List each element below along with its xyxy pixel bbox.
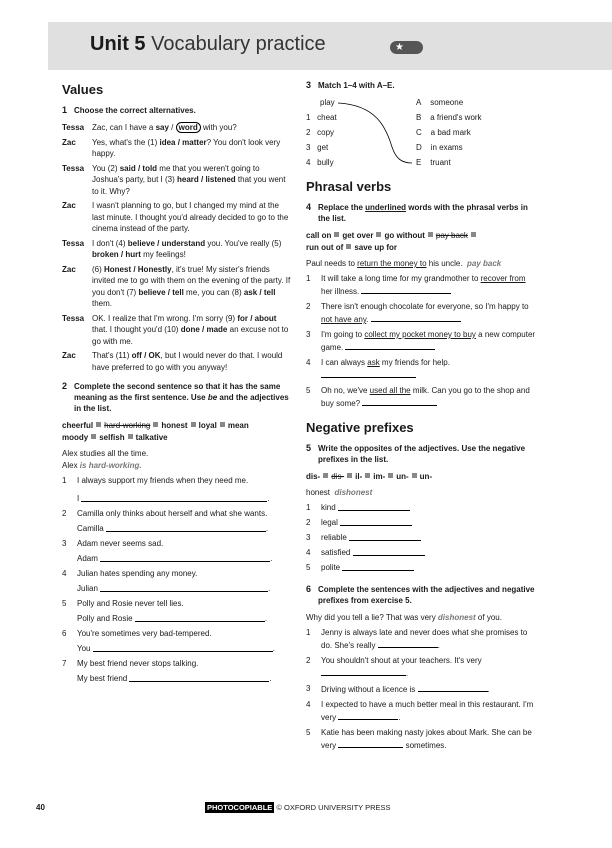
item-number: 4 <box>306 700 311 709</box>
answer-blank[interactable] <box>345 341 435 350</box>
item-text: in exams <box>430 143 463 152</box>
item-number: 1 <box>306 113 311 122</box>
match-left-example: play <box>320 98 335 107</box>
item-letter: E <box>416 158 422 167</box>
match-left-item <box>306 142 328 154</box>
match-right-item <box>416 97 463 109</box>
text: a new computer game. <box>321 330 536 352</box>
underlined-text: collect my pocket money to buy <box>364 330 476 339</box>
exercise-number: 2 <box>62 381 68 391</box>
text: . <box>406 669 409 678</box>
answer-blank[interactable] <box>321 369 416 378</box>
list-item <box>62 658 292 670</box>
answer-blank[interactable] <box>340 517 412 526</box>
item-number: 1 <box>62 476 67 485</box>
text: Paul needs to <box>306 259 358 268</box>
prefix: un- <box>396 472 409 481</box>
prefix: il- <box>355 472 363 481</box>
item-text: kind <box>321 503 336 512</box>
item-number: 4 <box>306 548 311 557</box>
section-heading-values: Values <box>62 82 104 97</box>
circled-answer: word <box>176 122 201 133</box>
underlined-text: recover from <box>480 274 526 283</box>
text: her illness. <box>321 287 360 296</box>
underlined-text: not have any <box>321 315 367 324</box>
text: . <box>398 713 401 722</box>
line-start: Adam <box>77 554 98 563</box>
exercise-instruction: Match 1–4 with A–E. <box>318 81 395 90</box>
dialogue-line: Zac (6) Honest / Honestly, it's true! My sister's friends invited me to go with them on the evening of the party. If you don't (7) believe / tell me, you can (8) ask / tell them. <box>62 264 291 308</box>
example-answer: dishonest <box>437 613 476 622</box>
text: . <box>487 685 490 694</box>
item-number: 6 <box>62 629 67 638</box>
item-number: 4 <box>62 569 67 578</box>
answer-blank[interactable] <box>342 562 414 571</box>
answer-blank[interactable] <box>338 739 403 748</box>
word: call on <box>306 231 332 240</box>
example-sentence <box>306 612 538 624</box>
text: . <box>366 315 369 324</box>
list-item <box>306 273 538 298</box>
line-start: I <box>77 494 80 503</box>
exercise-5-heading <box>306 443 538 465</box>
text: of you. <box>475 613 502 622</box>
word: talkative <box>135 433 168 442</box>
exercise-4-heading: 4 Replace the underlined words with the phrasal verbs in the list. <box>306 202 528 223</box>
answer-blank[interactable] <box>353 547 425 556</box>
answer-blank[interactable] <box>81 493 267 502</box>
line-start: My best friend <box>77 674 128 683</box>
example-sentence: Alex studies all the time. <box>62 449 149 458</box>
speaker: Zac <box>62 201 76 210</box>
item-number: 5 <box>306 386 311 395</box>
item-text: satisfied <box>321 548 351 557</box>
item-text: cheat <box>317 113 337 122</box>
word: loyal <box>198 421 217 430</box>
word: cheerful <box>62 421 94 430</box>
answer-blank[interactable] <box>106 523 266 532</box>
match-right-item <box>416 112 482 124</box>
answer-blank[interactable] <box>135 613 265 622</box>
prefix: dis- <box>331 472 345 481</box>
answer-blank[interactable] <box>361 285 451 294</box>
word: go without <box>384 231 425 240</box>
left-column <box>62 76 292 685</box>
list-item <box>306 532 538 544</box>
text: Oh no, we've <box>321 386 370 395</box>
exercise-number: 4 <box>306 202 312 212</box>
item-number: 5 <box>62 599 67 608</box>
list-item <box>306 385 538 410</box>
underlined-text: return the money to <box>357 259 427 268</box>
item-letter: B <box>416 113 422 122</box>
page-number: 40 <box>36 803 45 812</box>
underlined-text: used all the <box>369 386 411 395</box>
match-right-item <box>416 157 451 169</box>
item-number: 3 <box>306 330 311 339</box>
line-start: Polly and Rosie <box>77 614 133 623</box>
item-number: 3 <box>306 533 311 542</box>
prefix: dis- <box>306 472 321 481</box>
answer-blank[interactable] <box>371 313 461 322</box>
word: get over <box>342 231 374 240</box>
answer-line: My best friend . <box>77 674 272 683</box>
word: moody <box>62 433 89 442</box>
word-list <box>306 230 538 254</box>
text: I can always <box>321 358 368 367</box>
exercise-number: 3 <box>306 80 312 90</box>
unit-label: Unit 5 <box>90 33 146 55</box>
list-item <box>306 655 538 680</box>
item-number: 7 <box>62 659 67 668</box>
exercise-instruction: Write the opposites of the adjectives. Use the negative prefixes in the list. <box>318 444 526 464</box>
example-sentence <box>306 258 538 270</box>
list-item <box>306 562 538 574</box>
text: I expected to have a much better meal in this restaurant. I'm very <box>321 700 534 722</box>
text: milk. Can you go to the shop and buy some? <box>321 386 530 408</box>
line-start: You <box>77 644 91 653</box>
exercise-2-heading: 2 Complete the second sentence so that it has the same meaning as the first sentence. Use be and the adjectives in the list. <box>62 381 289 413</box>
prefix: un- <box>419 472 433 481</box>
text: my friends for help. <box>379 358 450 367</box>
list-item <box>62 508 292 520</box>
underlined-text: ask <box>367 358 380 367</box>
word: pay back <box>435 231 468 240</box>
speaker: Zac <box>62 264 76 274</box>
word-list <box>62 420 292 444</box>
text: . <box>437 641 440 650</box>
list-item <box>306 329 538 354</box>
dialogue-line: Zac That's (11) off / OK, but I would never do that. I would have preferred to go with you anyway! <box>62 351 283 372</box>
item-text: Camilla only thinks about herself and what she wants. <box>77 509 268 518</box>
speaker: Tessa <box>62 238 85 248</box>
list-item <box>306 517 538 529</box>
item-text: copy <box>317 128 335 137</box>
list-item <box>62 628 292 640</box>
list-item <box>306 357 538 382</box>
star-icon: ★ <box>390 41 423 54</box>
word: honest <box>161 421 188 430</box>
item-text: reliable <box>321 533 347 542</box>
dialogue-line: Zac Yes, what's the (1) idea / matter? You don't look very happy. <box>62 137 281 158</box>
dialogue-line: Tessa OK. I realize that I'm wrong. I'm sorry (9) for / about that. I thought you'd (10) done / made an excuse not to go with me. <box>62 313 289 346</box>
item-text: Polly and Rosie never tell lies. <box>77 599 184 608</box>
word: hard-working <box>104 421 151 430</box>
item-text: truant <box>430 158 451 167</box>
list-item <box>306 683 538 696</box>
item-text: Julian hates spending any money. <box>77 569 198 578</box>
dialogue-line <box>62 200 292 235</box>
item-number: 2 <box>306 128 311 137</box>
exercise-instruction: Complete the sentences with the adjectives and negative prefixes from exercise 5. <box>318 585 535 605</box>
match-left-item <box>306 112 337 124</box>
match-connector-line <box>336 97 416 169</box>
item-number: 3 <box>306 684 311 693</box>
item-text: polite <box>321 563 341 572</box>
dialogue-line: Tessa You (2) said / told me that you weren't going to Joshua's party, but I (3) heard / listened that you went to it. Why? <box>62 163 286 196</box>
list-item <box>62 538 292 550</box>
item-number: 3 <box>306 143 311 152</box>
line-text: I wasn't planning to go, but I changed my mind at the last minute. I thought you'd already decided to go to the cinema instead of the party. <box>92 201 289 233</box>
example-answer: is hard-working. <box>79 461 142 470</box>
item-number: 1 <box>306 503 311 512</box>
item-number: 1 <box>306 274 311 283</box>
section-heading-negative-prefixes: Negative prefixes <box>306 420 414 435</box>
dialogue-line: Tessa Zac, can I have a say / word with you? <box>62 123 237 132</box>
list-item <box>62 598 292 610</box>
answer-line: Adam . <box>77 554 273 563</box>
text: sometimes. <box>405 741 447 750</box>
answer-blank[interactable] <box>338 711 401 722</box>
item-text: bully <box>317 158 334 167</box>
prefix-list <box>306 471 538 483</box>
section-heading-phrasal-verbs: Phrasal verbs <box>306 179 392 194</box>
right-column <box>306 76 538 752</box>
item-number: 2 <box>62 509 67 518</box>
text: Driving without a licence is <box>321 685 416 694</box>
answer-blank[interactable] <box>378 639 438 648</box>
answer-blank[interactable] <box>321 667 409 678</box>
speaker: Tessa <box>62 163 85 173</box>
line-start: Camilla <box>77 524 104 533</box>
text: his uncle. <box>426 259 463 268</box>
text: Katie has been making nasty jokes about Mark. She can be very <box>321 728 532 750</box>
example-word: honest <box>306 488 331 497</box>
answer-line: Julian . <box>77 584 271 593</box>
match-right-item <box>416 142 463 154</box>
list-item <box>62 568 292 580</box>
text: It will take a long time for my grandmother to <box>321 274 481 283</box>
example-line <box>306 487 538 499</box>
item-number: 2 <box>306 656 311 665</box>
title-label: Vocabulary practice <box>151 33 326 55</box>
example-answer: dishonest <box>334 488 373 497</box>
page-title <box>90 33 326 56</box>
item-text: get <box>317 143 329 152</box>
answer-blank[interactable] <box>100 583 268 592</box>
speaker: Tessa <box>62 123 85 132</box>
word: selfish <box>99 433 125 442</box>
example-answer-line <box>62 460 292 472</box>
item-number: 5 <box>306 728 311 737</box>
list-item <box>306 547 538 559</box>
item-text: My best friend never stops talking. <box>77 659 199 668</box>
list-item <box>62 475 292 487</box>
exercise-1-heading <box>62 105 292 116</box>
matching-exercise <box>306 97 538 169</box>
list-item <box>306 627 538 652</box>
word: save up for <box>354 243 398 252</box>
photocopiable-label: PHOTOCOPIABLE <box>207 803 273 812</box>
text: There isn't enough chocolate for everyone, so I'm happy to <box>321 302 529 311</box>
item-letter: C <box>416 128 422 137</box>
text: You shouldn't shout at your teachers. It's very <box>321 656 482 665</box>
answer-line: Polly and Rosie . <box>77 614 268 623</box>
item-text: I always support my friends when they need me. <box>77 476 249 485</box>
answer-blank[interactable] <box>338 502 410 511</box>
answer-blank[interactable] <box>418 683 488 692</box>
exercise-number: 6 <box>306 584 312 594</box>
answer-blank[interactable] <box>93 643 273 652</box>
match-left-item <box>306 157 334 169</box>
match-right-item <box>416 127 471 139</box>
item-text: legal <box>321 518 338 527</box>
text: Jenny is always late and never does what she promises to do. She's really <box>321 628 528 650</box>
prefix: im- <box>373 472 386 481</box>
match-left-item <box>306 127 334 139</box>
exercise-3-heading <box>306 80 538 91</box>
item-text: someone <box>430 98 464 107</box>
item-text: You're sometimes very bad-tempered. <box>77 629 212 638</box>
item-text: a bad mark <box>430 128 471 137</box>
item-number: 5 <box>306 563 311 572</box>
speaker: Zac <box>62 351 76 360</box>
item-text: Adam never seems sad. <box>77 539 164 548</box>
item-number: 2 <box>306 518 311 527</box>
dialogue-line: Tessa I don't (4) believe / understand you. You've really (5) broken / hurt my feelings! <box>62 238 282 259</box>
publisher-label: © OXFORD UNIVERSITY PRESS <box>276 803 391 812</box>
list-item <box>306 301 538 326</box>
item-number: 2 <box>306 302 311 311</box>
exercise-6-heading <box>306 584 538 606</box>
list-item <box>306 727 538 752</box>
example-answer: pay back <box>467 259 502 268</box>
item-text: a friend's work <box>430 113 482 122</box>
answer-line: I . <box>77 494 270 503</box>
answer-line: Camilla . <box>77 524 269 533</box>
word: run out of <box>306 243 344 252</box>
exercise-number: 5 <box>306 443 312 453</box>
list-item <box>306 502 538 514</box>
line-start: Julian <box>77 584 98 593</box>
item-number: 4 <box>306 158 311 167</box>
item-letter: D <box>416 143 422 152</box>
item-number: 1 <box>306 628 311 637</box>
answer-line: You . <box>77 644 275 653</box>
exercise-number: 1 <box>62 105 68 115</box>
exercise-instruction: Choose the correct alternatives. <box>74 106 196 115</box>
word: mean <box>227 421 249 430</box>
answer-blank[interactable] <box>362 397 437 406</box>
answer-blank[interactable] <box>349 532 421 541</box>
item-number: 4 <box>306 358 311 367</box>
text: Why did you tell a lie? That was very <box>306 613 438 622</box>
text: I'm going to <box>321 330 365 339</box>
line-start: Alex <box>62 461 78 470</box>
list-item <box>306 699 538 724</box>
answer-blank[interactable] <box>100 553 270 562</box>
speaker: Zac <box>62 137 76 147</box>
footer-credit <box>205 803 391 812</box>
speaker: Tessa <box>62 313 85 323</box>
item-letter: A <box>416 98 422 107</box>
answer-blank[interactable] <box>129 673 269 682</box>
item-number: 3 <box>62 539 67 548</box>
